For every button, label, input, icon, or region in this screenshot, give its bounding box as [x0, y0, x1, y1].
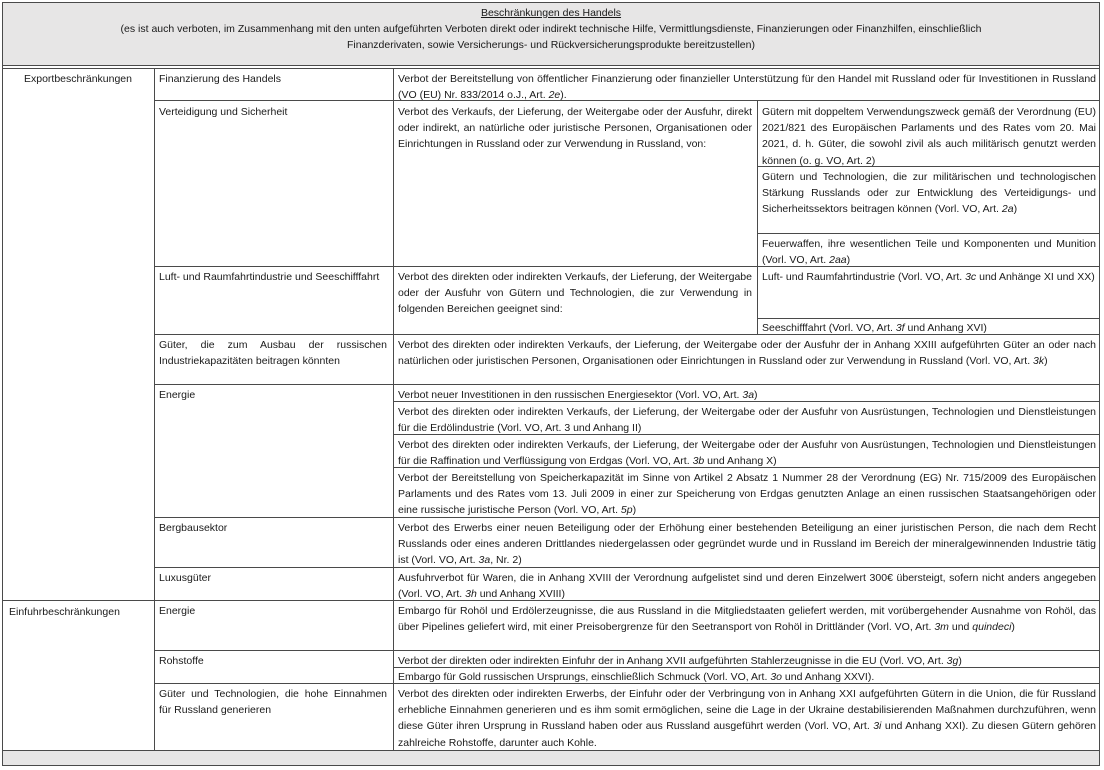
border-left [2, 2, 3, 766]
import-energie-text: Embargo für Rohöl und Erdölerzeugnisse, die aus Russland in die Mitgliedstaaten geliefert werden, mit vorübergehender Ausnahme von Rohöl, das über Pipelines geliefert wird, mit einer Preisobergrenze für den Seetransport von Rohöl in Drittländer (Vorl. VO, Art. 3m und quindeci) [398, 605, 1096, 634]
footer-background [2, 750, 1100, 765]
rohstoffe-item-gold: Embargo für Gold russischen Ursprungs, einschließlich Schmuck (Vorl. VO, Art. 3o und Anhang XXVI). [398, 671, 875, 683]
header-note-line2: Finanzderivaten, sowie Versicherungs- und Rückversicherungsprodukte bereitzustellen) [347, 39, 755, 51]
category-technologien: Güter und Technologien, die hohe Einnahmen für Russland generieren [159, 688, 387, 717]
verteidigung-text: Verbot des Verkaufs, der Lieferung, der Weitergabe oder der Ausfuhr, direkt oder indirekt, an natürliche oder juristische Personen, Organisationen oder Einrichtungen in Russland oder zur Verwendung in Russland, von: [398, 106, 752, 151]
category-energie-import: Energie [159, 605, 196, 617]
rule-col1 [154, 68, 155, 750]
energie-item-investitionen: Verbot neuer Investitionen in den russischen Energiesektor (Vorl. VO, Art. 3a) [398, 389, 758, 401]
rule-header [2, 65, 1100, 66]
rule-sub [757, 233, 1100, 234]
import-label: Einfuhrbeschränkungen [9, 606, 120, 618]
rule-col3 [757, 100, 758, 334]
luftfahrt-item-raumfahrt: Luft- und Raumfahrtindustrie (Vorl. VO, Art. 3c und Anhänge XI und XX) [762, 271, 1095, 283]
category-bergbau: Bergbausektor [159, 522, 228, 534]
energie-item-erdgas: Verbot des direkten oder indirekten Verkaufs, der Lieferung, der Weitergabe oder der Ausfuhr von Ausrüstungen, Technologien und Dienstleistungen für die Raffination und Verflüssigung von Erdgas (Vorl. VO, Art. 3b und Anhang X) [398, 439, 1096, 468]
bergbau-text: Verbot des Erwerbs einer neuen Beteiligung oder der Erhöhung einer bestehenden Beteiligung an einer juristischen Person, die nach dem Recht Russlands oder eines anderen Drittlandes niedergelassen oder gegründet wurde und in Russland im Bereich der mineralgewinnenden Industrie tätig ist (Vorl. VO, Art. 3a, Nr. 2) [398, 522, 1096, 567]
finanzierung-text: Verbot der Bereitstellung von öffentlicher Finanzierung oder finanzieller Unterstützung für den Handel mit Russland oder für Investitionen in Russland (VO (EU) Nr. 833/2014 o.J., Art. 2e). [398, 73, 1096, 102]
industrie-text: Verbot des direkten oder indirekten Verkaufs, der Lieferung, der Weitergabe oder der Ausfuhr der in Anhang XXIII aufgeführten Güter an oder nach natürlichen oder juristischen Personen, Organisationen oder Einrichtungen in Russland oder zur Verwendung in Russland (Vorl. VO, Art. 3k) [398, 339, 1096, 368]
energie-item-erdoel: Verbot des direkten oder indirekten Verkaufs, der Lieferung, der Weitergabe oder der Ausfuhr von Ausrüstungen, Technologien und Dienstleistungen für die Erdölindustrie (Vorl. VO, Art. 3 und Anhang II) [398, 406, 1096, 435]
export-label: Exportbeschränkungen [24, 73, 132, 85]
verteidigung-item-feuerwaffen: Feuerwaffen, ihre wesentlichen Teile und Komponenten und Munition (Vorl. VO, Art. 2aa) [762, 238, 1096, 267]
rohstoffe-item-stahl: Verbot der direkten oder indirekten Einfuhr der in Anhang XVII aufgeführten Stahlerzeugnisse in die EU (Vorl. VO, Art. 3g) [398, 655, 962, 667]
rule-col2 [393, 68, 394, 750]
page-title: Beschränkungen des Handels [480, 7, 622, 19]
technologien-text: Verbot des direkten oder indirekten Erwerbs, der Einfuhr oder der Verbringung von in Anhang XXI aufgeführten Gütern in die Union, die für Russland erhebliche Einnahmen generieren und es ihm somit ermöglichen, seine die Lage in der Ukraine destabilisierenden Maßnahmen durchzuführen, wenn diese Güter ihren Ursprung in Russland haben oder aus Russland ausgeführt werden (Vorl. VO, Art. 3i und Anhang XXI). Zu diesen Gütern gehören zahlreiche Rohstoffe, darunter auch Kohle. [398, 688, 1097, 749]
luxus-text: Ausfuhrverbot für Waren, die in Anhang XVIII der Verordnung aufgelistet sind und deren Einzelwert 300€ übersteigt, sofern nicht anders angegeben (Vorl. VO, Art. 3h und Anhang XVIII) [398, 572, 1096, 601]
category-luxus: Luxusgüter [159, 572, 211, 584]
category-industrie: Güter, die zum Ausbau der russischen Industriekapazitäten beitragen könnten [159, 339, 387, 368]
border-top [2, 2, 1100, 3]
rule-section-top [2, 68, 1100, 69]
luftfahrt-item-seeschifffahrt: Seeschifffahrt (Vorl. VO, Art. 3f und Anhang XVI) [762, 322, 987, 334]
rule-row [154, 384, 1100, 385]
header-note-line1: (es ist auch verboten, im Zusammenhang mit den unten aufgeführten Verboten direkt oder indirekt technische Hilfe, Vermittlungsdienste, Finanzierungen oder Finanzhilfen, einschließlich [120, 23, 982, 35]
category-verteidigung: Verteidigung und Sicherheit [159, 106, 288, 118]
category-finanzierung: Finanzierung des Handels [159, 73, 281, 85]
luftfahrt-text: Verbot des direkten oder indirekten Verkaufs, der Lieferung, der Weitergabe oder der Ausfuhr von Gütern und Technologien, die zur Verwendung in folgenden Bereichen geeignet sind: [398, 271, 752, 316]
category-rohstoffe: Rohstoffe [159, 655, 204, 667]
border-bottom [2, 765, 1100, 766]
energie-item-speicher: Verbot der Bereitstellung von Speicherkapazität im Sinne von Artikel 2 Absatz 1 Nummer 28 der Verordnung (EG) Nr. 715/2009 des Europäischen Parlaments und des Rates vom 13. Juli 2009 in einer zur Speicherung von Erdgas genutzten Anlage an einen russischen Staatsangehörigen oder eine russische juristische Person (Vorl. VO, Art. 5p) [398, 472, 1096, 517]
category-energie-export: Energie [159, 389, 196, 401]
category-luftfahrt: Luft- und Raumfahrtindustrie und Seeschifffahrt [159, 271, 380, 283]
rule-row [154, 650, 1100, 651]
verteidigung-item-militaer: Gütern und Technologien, die zur militärischen und technologischen Stärkung Russlands oder zur Entwicklung des Verteidigungs- und Sicherheitssektors beitragen können (Vorl. VO, Art. 2a) [762, 171, 1096, 216]
verteidigung-item-dual-use: Gütern mit doppeltem Verwendungszweck gemäß der Verordnung (EU) 2021/821 des Europäischen Parlaments und des Rates vom 20. Mai 2021, d. h. Güter, die sowohl zivil als auch militärisch genutzt werden können (o. g. VO, Art. 2) [762, 106, 1096, 167]
